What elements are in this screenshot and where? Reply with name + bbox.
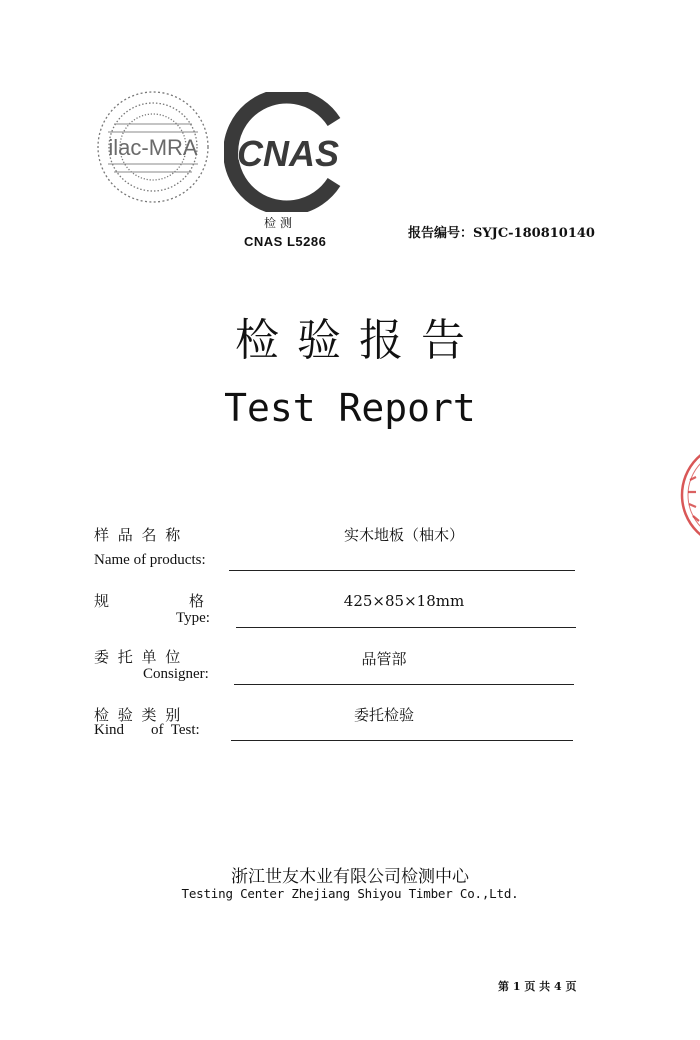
product-label-cn: 样 品 名 称 [94,526,183,544]
red-seal-stamp-icon [672,430,700,560]
type-label-cn-1: 规 [94,592,110,610]
title-chinese: 检验报告 [235,315,483,366]
kind-label-en-1: Kind [94,722,124,738]
kind-label-en-2: of Test: [151,722,200,738]
kind-underline [231,740,573,741]
product-value: 实木地板（柚木） [343,526,464,544]
title-english: Test Report [224,386,476,430]
consigner-underline [234,684,574,685]
consigner-label-cn: 委 托 单 位 [94,648,183,666]
cnas-subtitle: 检测 [264,216,297,230]
cnas-accreditation-number: CNAS L5286 [244,234,327,249]
consigner-label-en: Consigner: [143,666,209,682]
report-number: 报告编号：SYJC-180810140 [408,226,595,241]
kind-label-cn: 检 验 类 别 [94,706,183,724]
kind-value: 委托检验 [353,706,414,724]
organization-chinese: 浙江世友木业有限公司检测中心 [231,867,469,887]
type-label-en: Type: [176,610,210,626]
organization-english: Testing Center Zhejiang Shiyou Timber Co.,Ltd. [181,886,519,901]
cnas-logo-icon [224,92,352,212]
cnas-logo-text: CNAS [236,133,340,174]
type-value: 425×85×18mm [343,592,465,610]
ilac-logo-text: ilac-MRA [108,135,198,160]
ilac-mra-logo-icon [94,88,212,206]
product-underline [229,570,575,571]
type-label-cn-2: 格 [189,592,205,610]
page-number: 第 1 页 共 4 页 [498,980,577,993]
product-label-en: Name of products: [94,552,206,568]
type-underline [236,627,576,628]
consigner-value: 品管部 [361,650,407,668]
